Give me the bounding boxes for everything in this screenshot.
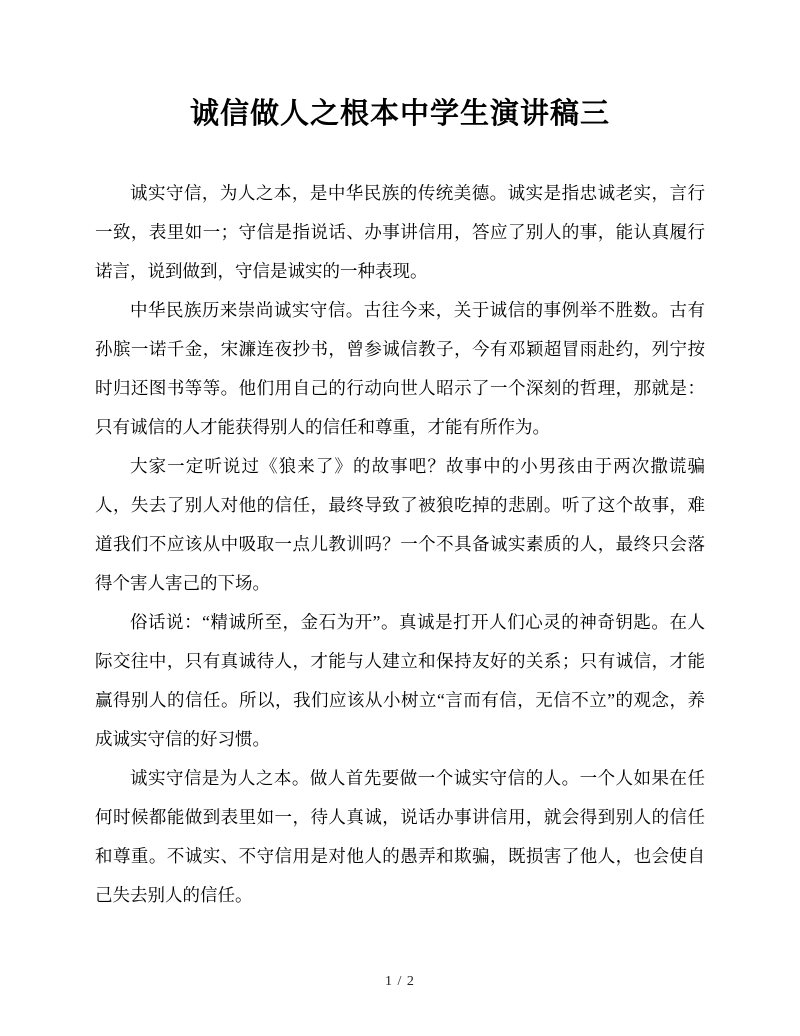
- paragraph: 中华民族历来崇尚诚实守信。古往今来，关于诚信的事例举不胜数。古有孙膑一诺千金，宋濂连夜抄书，曾参诚信教子，今有邓颖超冒雨赴约，列宁按时归还图书等等。他们用自己的行动向世人昭示了一个深刻的哲理，那就是：只有诚信的人才能获得别人的信任和尊重，才能有所作为。: [95, 300, 705, 438]
- paragraph: 诚实守信，为人之本，是中华民族的传统美德。诚实是指忠诚老实，言行一致，表里如一；守信是指说话、办事讲信用，答应了别人的事，能认真履行诺言，说到做到，守信是诚实的一种表现。: [95, 183, 705, 282]
- page-number: 1 / 2: [385, 974, 415, 989]
- paragraph: 俗话说：“精诚所至，金石为开”。真诚是打开人们心灵的神奇钥匙。在人际交往中，只有真诚待人，才能与人建立和保持友好的关系；只有诚信，才能赢得别人的信任。所以，我们应该从小树立“言而有信，无信不立”的观念，养成诚实守信的好习惯。: [95, 612, 705, 750]
- document-body: [0, 174, 800, 915]
- paragraph: 诚实守信是为人之本。做人首先要做一个诚实守信的人。一个人如果在任何时候都能做到表里如一，待人真诚，说话办事讲信用，就会得到别人的信任和尊重。不诚实、不守信用是对他人的愚弄和欺骗，既损害了他人，也会使自己失去别人的信任。: [95, 768, 705, 906]
- paragraph: 大家一定听说过《狼来了》的故事吧？故事中的小男孩由于两次撒谎骗人，失去了别人对他的信任，最终导致了被狼吃掉的悲剧。听了这个故事，难道我们不应该从中吸取一点儿教训吗？一个不具备诚实素质的人，最终只会落得个害人害己的下场。: [95, 456, 705, 594]
- page-title: 诚信做人之根本中学生演讲稿三: [189, 98, 610, 130]
